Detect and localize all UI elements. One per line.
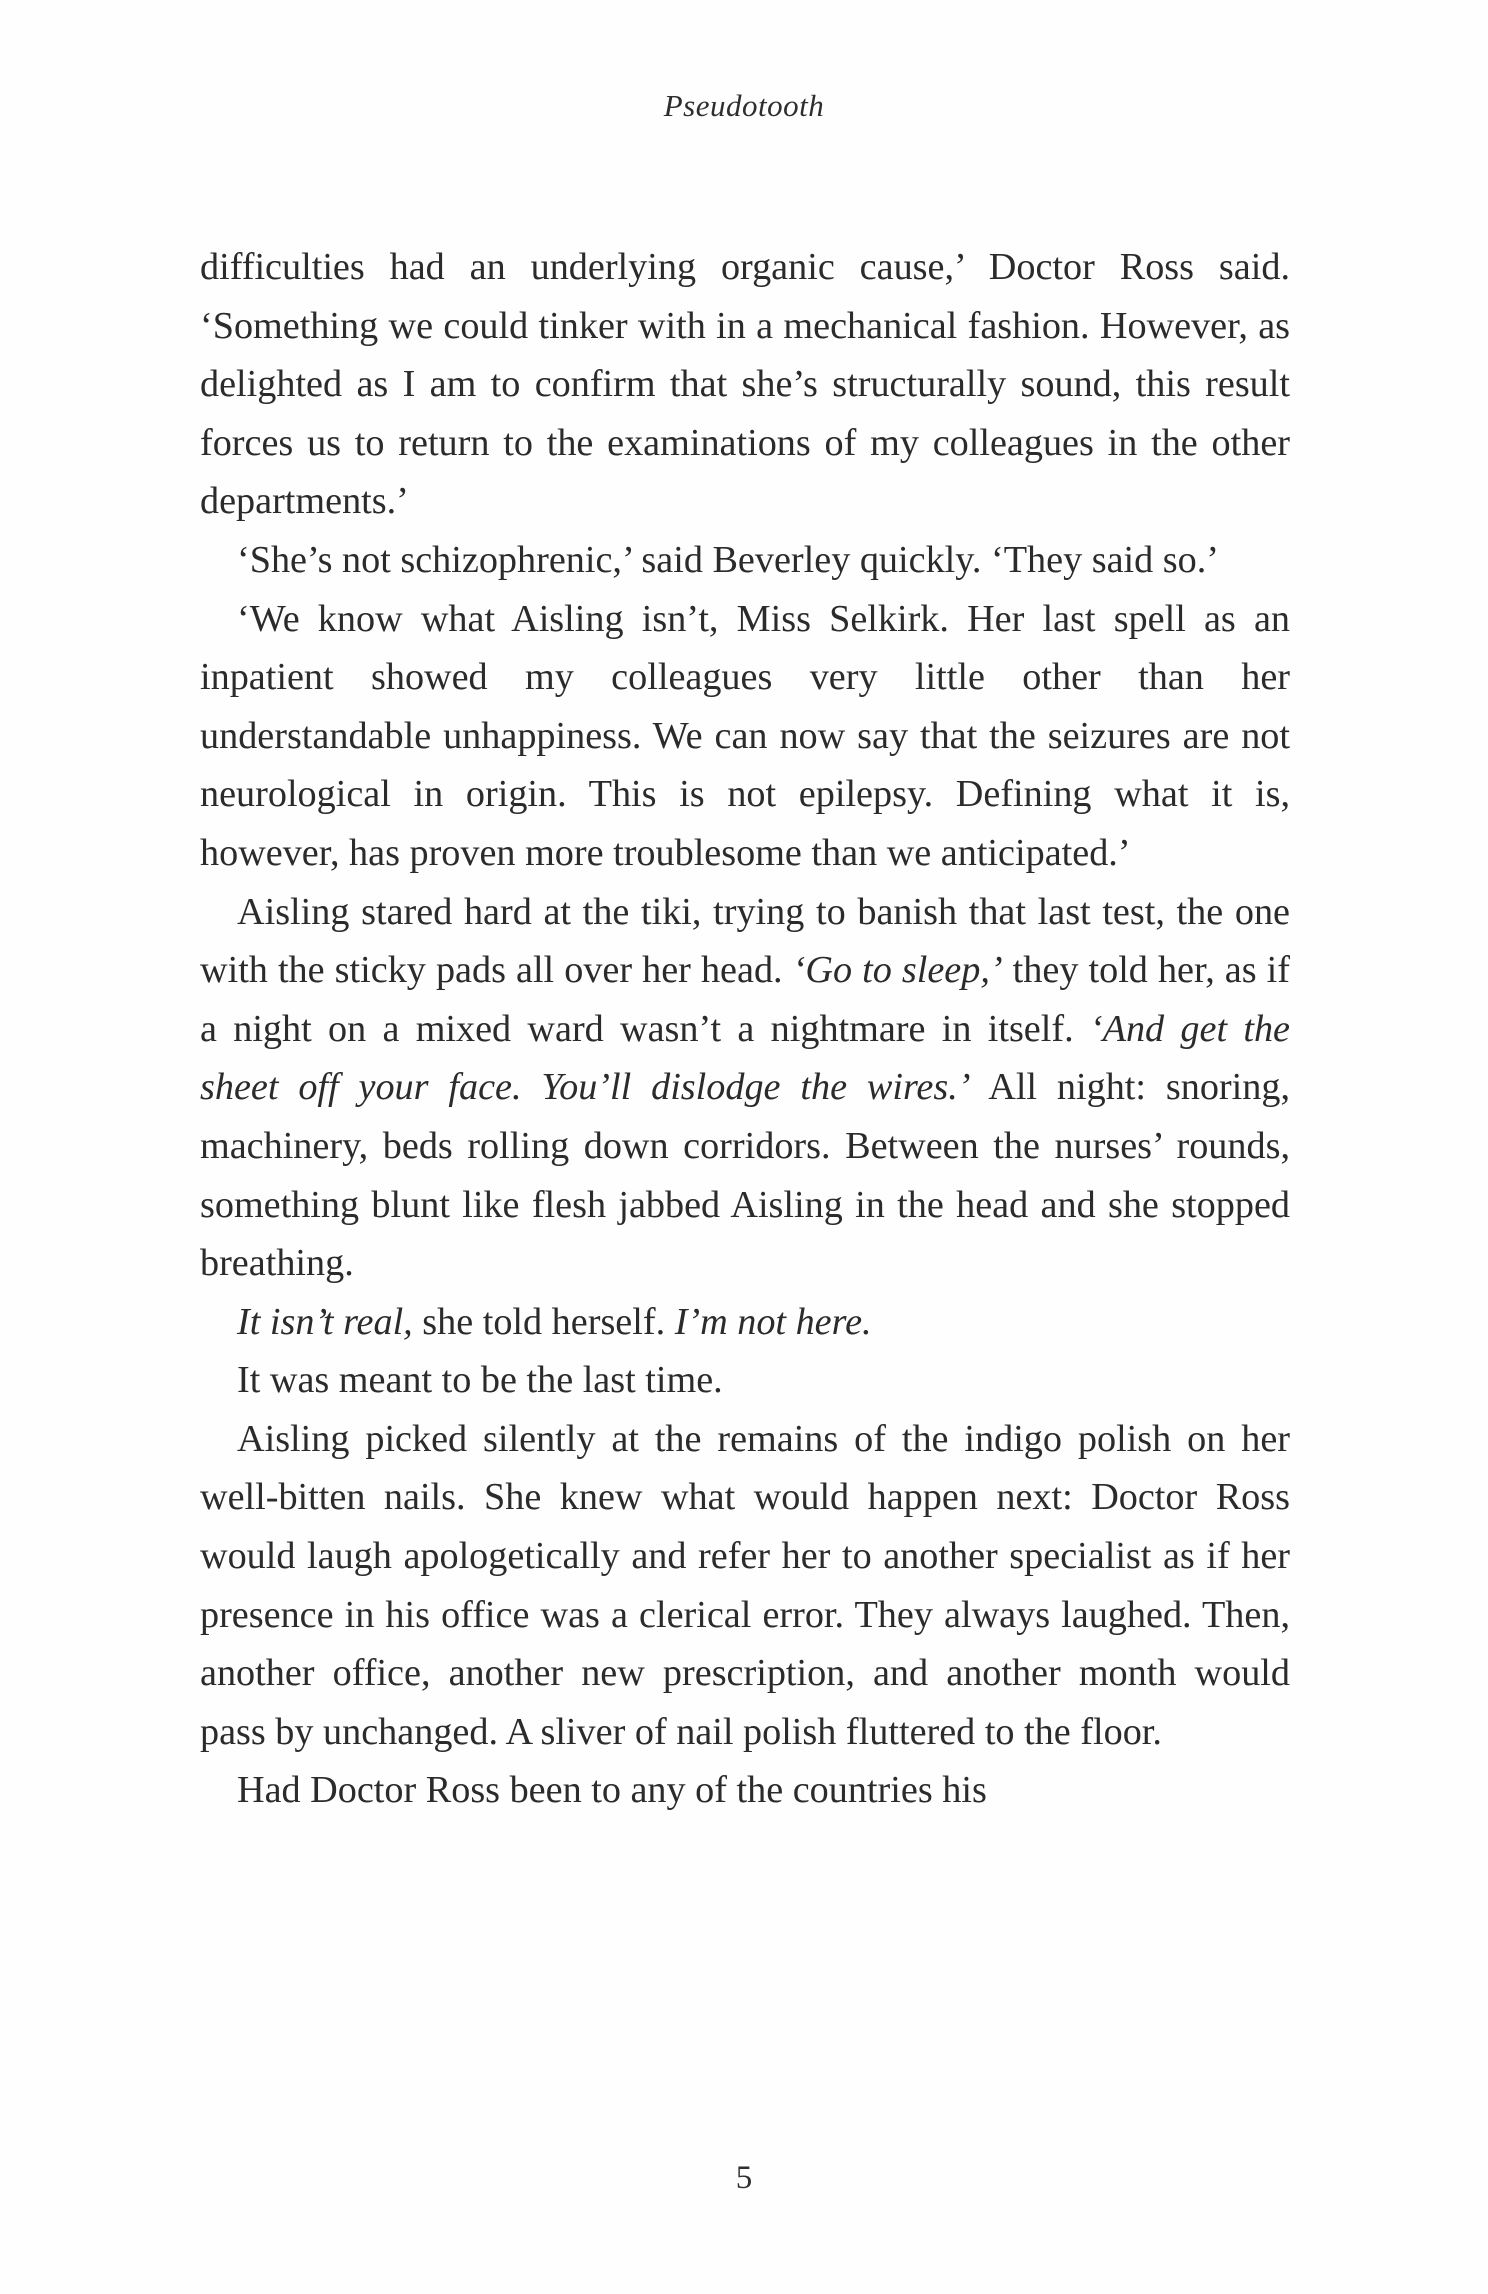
paragraph-4-text-a: Aisling stared hard at the tiki, trying to banish that last test, the one with the sticky pads all over her head. bbox=[200, 890, 1290, 992]
paragraph-3: ‘We know what Aisling isn’t, Miss Selkirk. Her last spell as an inpatient showed my colleagues very little other than her understandable unhappiness. We can now say that the seizures are not neurological in origin. This is not epilepsy. Defining what it is, however, has proven more troublesome than we anticipated.’ bbox=[200, 597, 1290, 874]
paragraph-6: It was meant to be the last time. bbox=[237, 1359, 723, 1402]
paragraph-5-text-b: she told herself. bbox=[412, 1300, 675, 1343]
running-title: Pseudotooth bbox=[663, 88, 825, 123]
page-number: 5 bbox=[735, 2160, 753, 2196]
body-text bbox=[200, 238, 1290, 1820]
paragraph-8: Had Doctor Ross been to any of the countries his bbox=[237, 1769, 987, 1812]
paragraph-2: ‘She’s not schizophrenic,’ said Beverley quickly. ‘They said so.’ bbox=[237, 538, 1220, 581]
paragraph-4-text-e: All night: snoring, machinery, beds rolling down corridors. Between the nurses’ rounds, something blunt like flesh jabbed Aisling in the head and she stopped breathing. bbox=[200, 1066, 1290, 1285]
paragraph-4-text-c: they told her, as if a night on a mixed ward wasn’t a nightmare in itself. bbox=[200, 949, 1290, 1050]
paragraph-5-italic-c: I’m not here. bbox=[674, 1300, 872, 1343]
paragraph-7: Aisling picked silently at the remains of the indigo polish on her well-bitten nails. She knew what would happen next: Doctor Ross would laugh apologetically and refer her to another specialist as if her presence in his office was a clerical error. They always laughed. Then, another office, another new prescription, and another month would pass by unchanged. A sliver of nail polish fluttered to the floor. bbox=[200, 1417, 1290, 1753]
paragraph-5-italic-a: It isn’t real, bbox=[237, 1300, 413, 1343]
paragraph-5 bbox=[200, 1293, 1290, 1352]
paragraph-4-italic-sheet: ‘And get the sheet off your face. You’ll dislodge the wires.’ bbox=[200, 1007, 1290, 1109]
paragraph-4 bbox=[200, 883, 1290, 1293]
paragraph-4-italic-go-to-sleep: ‘Go to sleep,’ bbox=[792, 949, 1003, 992]
paragraph-1: difficulties had an underlying organic cause,’ Doctor Ross said. ‘Something we could tinker with in a mechanical fashion. However, as delighted as I am to confirm that she’s structurally sound, this result forces us to return to the examinations of my colleagues in the other departments.’ bbox=[200, 246, 1290, 523]
